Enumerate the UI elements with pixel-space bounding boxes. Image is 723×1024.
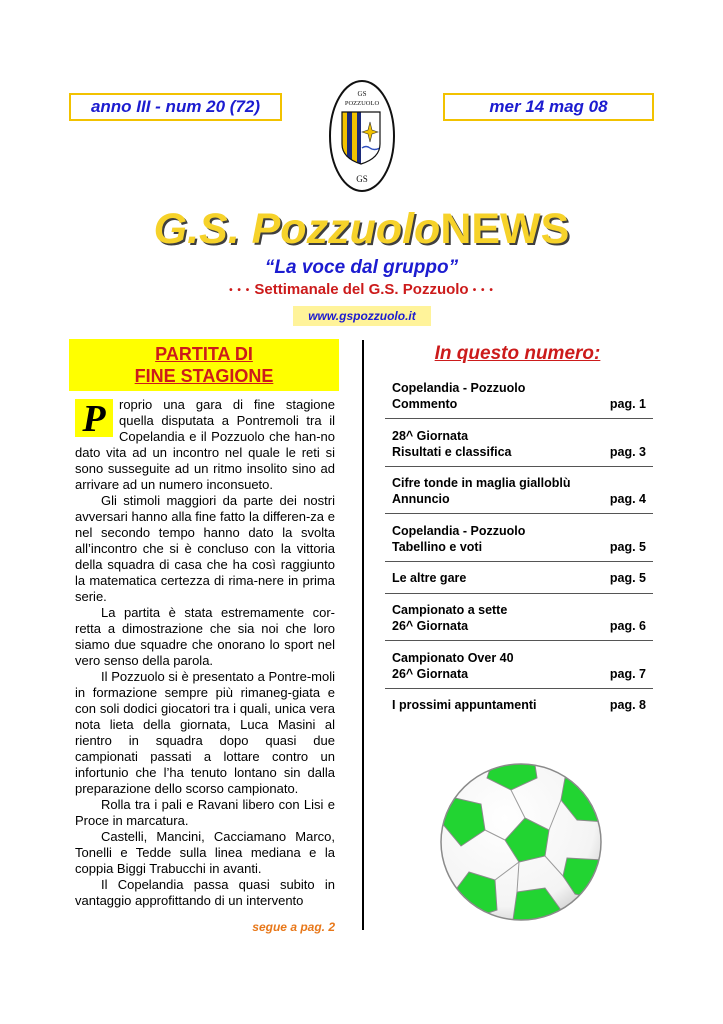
issue-date-box: mer 14 mag 08	[443, 93, 654, 121]
toc-entry-line1: Cifre tonde in maglia gialloblù	[392, 476, 571, 490]
toc-separator	[385, 561, 653, 562]
toc-separator	[385, 688, 653, 689]
toc-entry-page: pag. 1	[609, 397, 646, 411]
article-paragraph: Il Copelandia passa quasi subito in vantaggio approfittando di un intervento	[75, 877, 335, 908]
issue-number-box: anno III - num 20 (72)	[69, 93, 282, 121]
paragraph-text: roprio una gara di fine stagione quella disputata a Pontremoli tra il Copelandia e il Pozzuolo che han-no dato vita ad un incontro nel quale le reti si sono susseguite ad un ritmo insolito sino ad arrivare ad un numero inconsueto.	[75, 397, 335, 492]
toc-entry[interactable]	[392, 523, 646, 555]
article-title-box	[69, 339, 339, 391]
column-divider	[362, 340, 364, 930]
toc-entry-line2: Tabellino e voti	[392, 540, 483, 554]
toc-entry-line1: Copelandia - Pozzuolo	[392, 381, 526, 395]
club-crest-logo	[328, 78, 396, 194]
continued-link[interactable]: segue a pag. 2	[252, 920, 335, 934]
toc-entry-line1: I prossimi appuntamenti	[392, 698, 537, 712]
toc-entry-page: pag. 5	[609, 571, 646, 585]
drop-cap: P	[75, 399, 113, 437]
toc-entry[interactable]	[392, 650, 646, 682]
subtitle-text: Settimanale del G.S. Pozzuolo	[254, 281, 469, 298]
article-paragraph: La partita è stata estremamente cor-retta a dimostrazione che sia noi che loro siamo due squadre che onorano lo sport nel vero senso della parola.	[75, 605, 335, 668]
toc-entry[interactable]	[392, 570, 646, 586]
toc-entry-page: pag. 8	[609, 698, 646, 712]
toc-entry-line2: 26^ Giornata	[392, 619, 469, 633]
toc-entry-page: pag. 7	[609, 667, 646, 681]
soccer-ball-icon	[437, 760, 605, 924]
toc-entry-line2: Risultati e classifica	[392, 445, 512, 459]
toc-entry-line1: Copelandia - Pozzuolo	[392, 524, 526, 538]
toc-entry-line1: Le altre gare	[392, 571, 467, 585]
subtitle-dots-right: • • •	[472, 285, 494, 296]
article-paragraph: Castelli, Mancini, Cacciamano Marco, Tonelli e Tedde sulla linea mediana e la coppia Biggi Trabucchi in avanti.	[75, 829, 335, 876]
masthead-title	[0, 205, 723, 254]
toc-entry-line2: 26^ Giornata	[392, 667, 469, 681]
toc-entry-page: pag. 6	[609, 619, 646, 633]
toc-entry[interactable]	[392, 380, 646, 412]
subtitle-dots-left: • • •	[229, 285, 251, 296]
masthead-news: NEWS	[440, 205, 570, 253]
website-link[interactable]: www.gspozzuolo.it	[293, 306, 431, 326]
toc-separator	[385, 418, 653, 419]
toc-entry-page: pag. 4	[609, 492, 646, 506]
toc-entry[interactable]	[392, 602, 646, 634]
toc-entry-line1: Campionato Over 40	[392, 651, 514, 665]
article-title	[69, 343, 339, 387]
article-paragraph	[75, 397, 335, 493]
article-paragraph: Gli stimoli maggiori da parte dei nostri avversari hanno alla fine fatto la differen-za e nel secondo tempo hanno dato la svolta all’incontro che si è concluso con la vittoria della squadra di casa che ha così raggiunto la matematica certezza di rima-nere in prima serie.	[75, 493, 335, 604]
toc-entry-line1: Campionato a sette	[392, 603, 508, 617]
toc-separator	[385, 593, 653, 594]
article-body	[75, 397, 335, 909]
logo-lettering-bottom: GS	[356, 174, 368, 184]
masthead-club-name: G.S. Pozzuolo	[153, 205, 441, 253]
toc-entry[interactable]	[392, 475, 646, 507]
toc-entry-page: pag. 5	[609, 540, 646, 554]
slogan: “La voce dal gruppo”	[264, 257, 459, 278]
toc-entry-line2: Annuncio	[392, 492, 450, 506]
toc-entry[interactable]	[392, 697, 646, 713]
article-paragraph: Il Pozzuolo si è presentato a Pontre-moli in formazione sempre più rimaneg-giata e con soli dodici giocatori tra i quali, unica vera nota lieta della giornata, Luca Masini al rientro in squadra dopo quasi due campionati passati a lottare contro un infortunio che l’ha tenuto lontano sin dalla preparazione dello scorso campionato.	[75, 669, 335, 796]
article-title-line1: PARTITA DI	[155, 344, 253, 364]
toc-entry[interactable]	[392, 428, 646, 460]
toc-entry-line2: Commento	[392, 397, 458, 411]
article-paragraph: Rolla tra i pali e Ravani libero con Lisi e Proce in marcatura.	[75, 797, 335, 828]
toc-separator	[385, 640, 653, 641]
toc-entry-page: pag. 3	[609, 445, 646, 459]
logo-lettering-club: POZZUOLO	[344, 100, 380, 107]
toc-title: In questo numero:	[434, 343, 601, 364]
subtitle	[0, 281, 723, 298]
toc-separator	[385, 513, 653, 514]
toc-entry-line1: 28^ Giornata	[392, 429, 469, 443]
logo-lettering-top: GS	[357, 90, 367, 98]
article-title-line2: FINE STAGIONE	[134, 366, 274, 386]
toc-separator	[385, 466, 653, 467]
